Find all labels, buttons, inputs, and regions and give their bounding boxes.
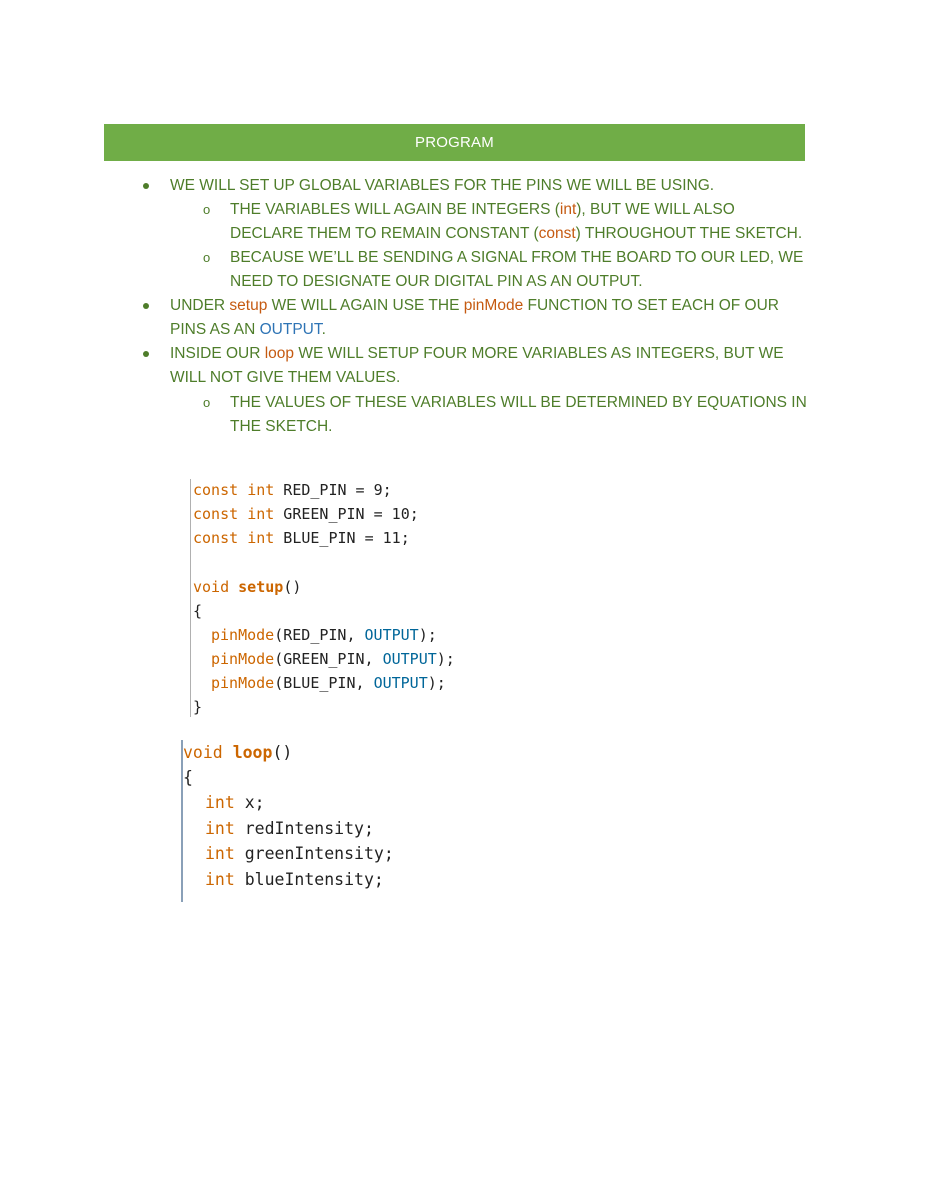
code-line-int-x: int x; (205, 793, 265, 812)
code-line-red-pin: const int RED_PIN = 9; (193, 481, 392, 499)
code-line-pinmode-blue: pinMode(BLUE_PIN, OUTPUT); (211, 674, 446, 692)
bullet-dot (143, 183, 149, 189)
code-line-close-brace: } (193, 698, 203, 716)
code-line-int-red: int redIntensity; (205, 819, 374, 838)
code-line-loop-signature: void loop() (183, 743, 293, 762)
code-line-open-brace: { (193, 602, 203, 620)
section-title: PROGRAM (415, 134, 494, 151)
sub-bullet-3-1-line2: THE SKETCH. (230, 418, 333, 435)
code-line-int-green: int greenIntensity; (205, 844, 394, 863)
code-line-pinmode-green: pinMode(GREEN_PIN, OUTPUT); (211, 650, 455, 668)
sub-bullet-circle: o (203, 250, 211, 265)
section-header (104, 124, 805, 161)
sub-bullet-circle: o (203, 395, 211, 410)
bullet-2-line2: PINS AS AN OUTPUT. (170, 321, 326, 338)
code-line-setup-signature: void setup() (193, 578, 302, 596)
bullet-1-text: WE WILL SET UP GLOBAL VARIABLES FOR THE PINS WE WILL BE USING. (170, 177, 715, 194)
bullet-2-line1: UNDER setup WE WILL AGAIN USE THE pinMode FUNCTION TO SET EACH OF OUR (170, 297, 779, 314)
code-line-green-pin: const int GREEN_PIN = 10; (193, 505, 419, 523)
code-gutter-line (190, 479, 191, 717)
sub-bullet-circle: o (203, 202, 211, 217)
code-gutter-line (181, 740, 183, 902)
code-line-pinmode-red: pinMode(RED_PIN, OUTPUT); (211, 626, 437, 644)
sub-bullet-1-2-line2: NEED TO DESIGNATE OUR DIGITAL PIN AS AN OUTPUT. (230, 273, 643, 290)
bullet-dot (143, 303, 149, 309)
code-line-open-brace: { (183, 768, 193, 787)
sub-bullet-1-1-line1: THE VARIABLES WILL AGAIN BE INTEGERS (int), BUT WE WILL ALSO (230, 201, 735, 218)
bullet-dot (143, 351, 149, 357)
sub-bullet-1-1-line2: DECLARE THEM TO REMAIN CONSTANT (const) THROUGHOUT THE SKETCH. (230, 225, 803, 242)
bullet-3-line2: WILL NOT GIVE THEM VALUES. (170, 369, 401, 386)
sub-bullet-3-1-line1: THE VALUES OF THESE VARIABLES WILL BE DETERMINED BY EQUATIONS IN (230, 394, 807, 411)
bullet-3-line1: INSIDE OUR loop WE WILL SETUP FOUR MORE VARIABLES AS INTEGERS, BUT WE (170, 345, 784, 362)
code-line-blue-pin: const int BLUE_PIN = 11; (193, 529, 410, 547)
code-line-int-blue: int blueIntensity; (205, 870, 384, 889)
sub-bullet-1-2-line1: BECAUSE WE’LL BE SENDING A SIGNAL FROM THE BOARD TO OUR LED, WE (230, 249, 804, 266)
